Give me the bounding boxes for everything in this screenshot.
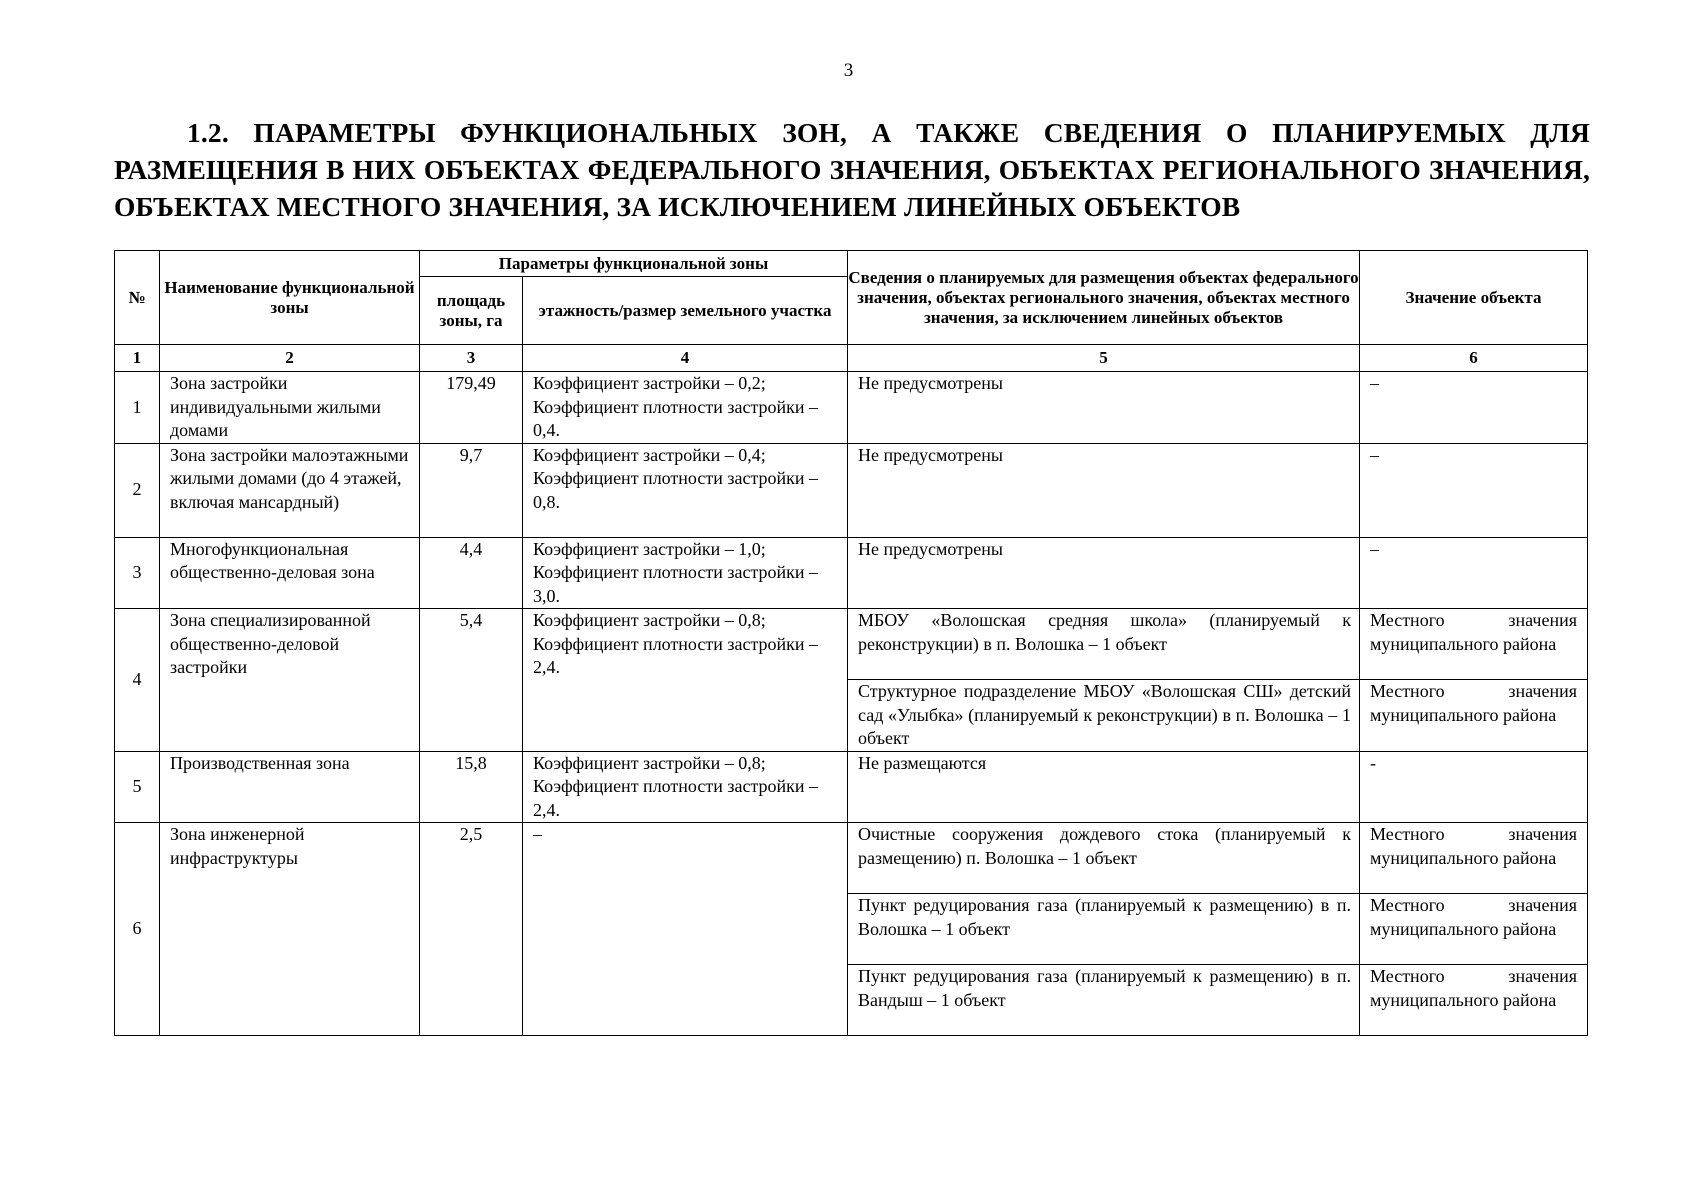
zone-params: Коэффициент застройки – 0,8; Коэффициент плотности застройки – 2,4. bbox=[523, 751, 848, 823]
table-row bbox=[115, 443, 1588, 537]
planned-object: Не размещаются bbox=[848, 751, 1360, 823]
planned-object: Не предусмотрены bbox=[848, 537, 1360, 609]
header-objects: Сведения о планируемых для размещения объектах федерального значения, объектах регионального значения, объектах местного значения, за исключением линейных объектов bbox=[848, 251, 1360, 345]
column-number: 5 bbox=[848, 345, 1360, 372]
zone-area: 9,7 bbox=[420, 443, 523, 537]
header-params-group: Параметры функциональной зоны bbox=[420, 251, 848, 277]
row-number: 4 bbox=[115, 609, 160, 752]
object-value: – bbox=[1360, 537, 1588, 609]
zone-params: Коэффициент застройки – 0,4; Коэффициент плотности застройки – 0,8. bbox=[523, 443, 848, 537]
zone-name: Зона инженерной инфраструктуры bbox=[160, 823, 420, 1036]
zone-params: – bbox=[523, 823, 848, 1036]
table-row bbox=[115, 823, 1588, 894]
zone-area: 15,8 bbox=[420, 751, 523, 823]
object-value: Местного значения муниципального района bbox=[1360, 680, 1588, 752]
object-value: Местного значения муниципального района bbox=[1360, 965, 1588, 1036]
planned-object: Не предусмотрены bbox=[848, 372, 1360, 444]
planned-object: МБОУ «Волошская средняя школа» (планируемый к реконструкции) в п. Волошка – 1 объект bbox=[848, 609, 1360, 680]
object-value: Местного значения муниципального района bbox=[1360, 823, 1588, 894]
planned-object: Очистные сооружения дождевого стока (планируемый к размещению) п. Волошка – 1 объект bbox=[848, 823, 1360, 894]
zone-area: 179,49 bbox=[420, 372, 523, 444]
row-number: 5 bbox=[115, 751, 160, 823]
zone-area: 4,4 bbox=[420, 537, 523, 609]
column-number: 4 bbox=[523, 345, 848, 372]
table-row bbox=[115, 751, 1588, 823]
planned-object: Структурное подразделение МБОУ «Волошская СШ» детский сад «Улыбка» (планируемый к реконструкции) в п. Волошка – 1 объект bbox=[848, 680, 1360, 752]
planned-object: Пункт редуцирования газа (планируемый к размещению) в п. Волошка – 1 объект bbox=[848, 894, 1360, 965]
object-value: Местного значения муниципального района bbox=[1360, 609, 1588, 680]
planned-object: Не предусмотрены bbox=[848, 443, 1360, 537]
column-number: 1 bbox=[115, 345, 160, 372]
zone-params: Коэффициент застройки – 0,8; Коэффициент плотности застройки – 2,4. bbox=[523, 609, 848, 752]
table-row bbox=[115, 372, 1588, 444]
column-number: 3 bbox=[420, 345, 523, 372]
object-value: Местного значения муниципального района bbox=[1360, 894, 1588, 965]
object-value: – bbox=[1360, 443, 1588, 537]
zone-name: Производственная зона bbox=[160, 751, 420, 823]
zones-table bbox=[114, 250, 1588, 1036]
table-row bbox=[115, 609, 1588, 680]
zone-params: Коэффициент застройки – 1,0; Коэффициент плотности застройки – 3,0. bbox=[523, 537, 848, 609]
section-title: 1.2. ПАРАМЕТРЫ ФУНКЦИОНАЛЬНЫХ ЗОН, А ТАКЖЕ СВЕДЕНИЯ О ПЛАНИРУЕМЫХ ДЛЯ РАЗМЕЩЕНИЯ В НИХ ОБЪЕКТАХ ФЕДЕРАЛЬНОГО ЗНАЧЕНИЯ, ОБЪЕКТАХ РЕГИОНАЛЬНОГО ЗНАЧЕНИЯ, ОБЪЕКТАХ МЕСТНОГО ЗНАЧЕНИЯ, ЗА ИСКЛЮЧЕНИЕМ ЛИНЕЙНЫХ ОБЪЕКТОВ bbox=[114, 117, 1590, 222]
header-floors: этажность/размер земельного участка bbox=[523, 277, 848, 345]
row-number: 1 bbox=[115, 372, 160, 444]
column-number: 6 bbox=[1360, 345, 1588, 372]
row-number: 2 bbox=[115, 443, 160, 537]
page-number: 3 bbox=[843, 60, 854, 81]
row-number: 6 bbox=[115, 823, 160, 1036]
column-number: 2 bbox=[160, 345, 420, 372]
zone-name: Зона застройки индивидуальными жилыми домами bbox=[160, 372, 420, 444]
header-num: № bbox=[115, 251, 160, 345]
zone-name: Зона застройки малоэтажными жилыми домами (до 4 этажей, включая мансардный) bbox=[160, 443, 420, 537]
table-row bbox=[115, 537, 1588, 609]
object-value: - bbox=[1360, 751, 1588, 823]
row-number: 3 bbox=[115, 537, 160, 609]
zone-area: 5,4 bbox=[420, 609, 523, 752]
planned-object: Пункт редуцирования газа (планируемый к размещению) в п. Вандыш – 1 объект bbox=[848, 965, 1360, 1036]
header-value: Значение объекта bbox=[1360, 251, 1588, 345]
header-area: площадь зоны, га bbox=[420, 277, 523, 345]
header-zone-name: Наименование функциональной зоны bbox=[160, 251, 420, 345]
object-value: – bbox=[1360, 372, 1588, 444]
zone-area: 2,5 bbox=[420, 823, 523, 1036]
zone-name: Зона специализированной общественно-деловой застройки bbox=[160, 609, 420, 752]
zone-params: Коэффициент застройки – 0,2; Коэффициент плотности застройки – 0,4. bbox=[523, 372, 848, 444]
zone-name: Многофункциональная общественно-деловая зона bbox=[160, 537, 420, 609]
